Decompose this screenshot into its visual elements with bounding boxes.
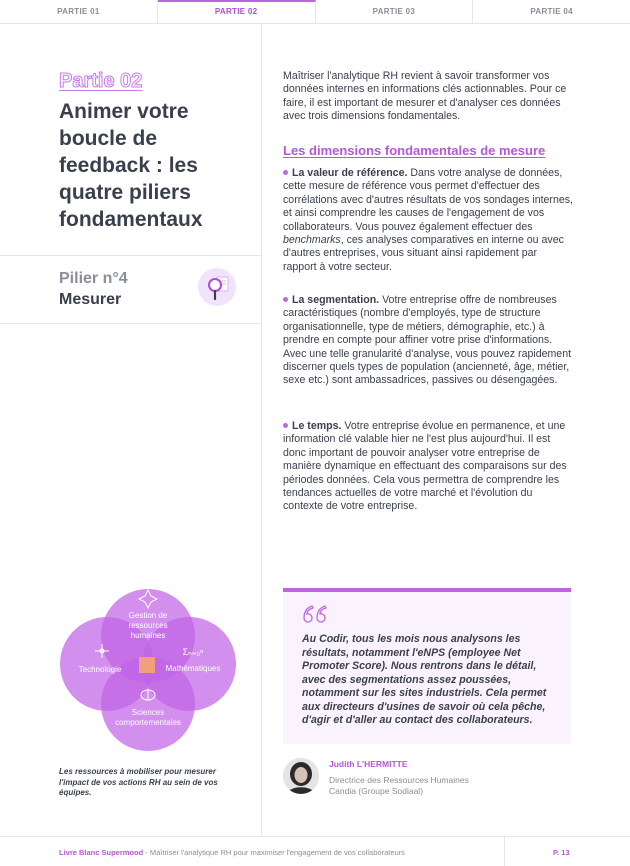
column-divider [261,24,262,836]
quote-icon [302,604,328,626]
footer-subtitle: - Maîtriser l'analytique RH pour maximiser l'engagement de vos collaborateurs [143,848,405,857]
tab-partie-04[interactable]: PARTIE 04 [530,7,573,16]
bullet-text: , ces analyses comparatives en interne ou avec d'autres entreprises, vous situant ainsi rapidement par rapport à votre secteur. [283,234,564,273]
venn-label-top-2: ressources [128,621,168,630]
author-role [329,775,469,797]
pillar-name: Mesurer [59,291,122,308]
bullet-title: La segmentation. [292,294,380,306]
venn-label-left: Technologie [78,665,122,674]
bullet-dot [283,297,288,302]
bullet-dot [283,423,288,428]
divider [0,323,261,324]
bullet-dot [283,170,288,175]
venn-label-bottom-2: comportementales [115,718,181,727]
footer-divider [504,837,505,866]
footer-text [59,848,405,857]
section-tabs [0,0,630,24]
intro-paragraph: Maîtriser l'analytique RH revient à savoir transformer vos données internes en informations clés actionnables. Pour ce faire, il est important de mesurer et d'analyser ces données avec trois dimensions fondamentales. [283,70,567,123]
author-company: Candia (Groupe Sodiaal) [329,786,424,796]
venn-diagram [55,574,240,759]
quote-text: Au Codir, tous les mois nous analysons les résultats, notamment l'eNPS (employee Net Promoter Score). Nous rentrons dans le détail, avec des segmentations assez poussées, notamment sur les sites industriels. Cela permet aux directeurs d'usines de savoir où cela pêche, d'agir et d'aller au contact des collaborateurs. [302,633,547,726]
divider [0,255,261,256]
bullet-segmentation [283,294,573,388]
bullet-reference [283,167,573,274]
page-footer [0,836,630,866]
bullet-title: La valeur de référence. [292,167,408,179]
page-title: Animer votre boucle de feedback : les quatre piliers fondamentaux [59,100,203,231]
magnifier-icon [198,268,236,306]
venn-label-bottom-1: Sciences [131,708,165,717]
page-number: P. 13 [553,848,570,857]
bullet-text: Dans votre analyse de données, cette mesure de référence vous permet d'effectuer des corrélations avec d'autres résultats de vos sondages internes, et ainsi comprendre les causes de l'engagement de vos collaborateurs. Vous pouvez également effectuer des [283,167,573,233]
tab-partie-03[interactable]: PARTIE 03 [316,0,474,23]
partie-label: Partie 02 [59,70,143,92]
section-heading: Les dimensions fondamentales de mesure [283,143,546,158]
pillar-number: Pilier n°4 [59,270,128,287]
venn-label-top-3: humaines [130,631,166,640]
author-name: Judith L'HERMITTE [329,759,408,769]
venn-caption: Les ressources à mobiliser pour mesurer l'impact de vos actions RH au sein de vos équipes. [59,767,218,797]
tab-partie-02[interactable]: PARTIE 02 [158,0,316,23]
bullet-title: Le temps. [292,420,342,432]
author-title: Directrice des Ressources Humaines [329,775,469,785]
author-avatar [283,758,319,794]
bullet-italic: benchmarks [283,234,341,247]
bullet-text: Votre entreprise offre de nombreuses caractéristiques (nombre d'employés, type de structure organisationnelle, type de métiers, démographie, etc.) à prendre en compte pour affiner votre prise d'informations. Avec une telle granularité d'analyse, vous pouvez rapidement discerner quels types de population (ancienneté, âge, métier, sexe etc.) sont ambassadrices, passives ou désengagées. [283,294,572,387]
bullet-time [283,420,573,514]
bullet-text: Votre entreprise évolue en permanence, et une information clé valable hier ne l'est plus aujourd'hui. Il est donc important de pouvoir analyser votre entreprise de manière dynamique en effectuant des comparaisons sur des périodes données. Cela vous permettra de comprendre les tendances actuelles de votre marché et l'évolution du contexte de votre entreprise. [283,420,567,513]
tab-partie-01[interactable]: PARTIE 01 [0,0,158,23]
sigma-icon: Σₙ₌₀ⁿ [182,647,204,657]
footer-brand: Livre Blanc Supermood [59,848,144,857]
venn-label-right: Mathématiques [165,664,221,673]
venn-label-top-1: Gestion de [128,611,168,620]
